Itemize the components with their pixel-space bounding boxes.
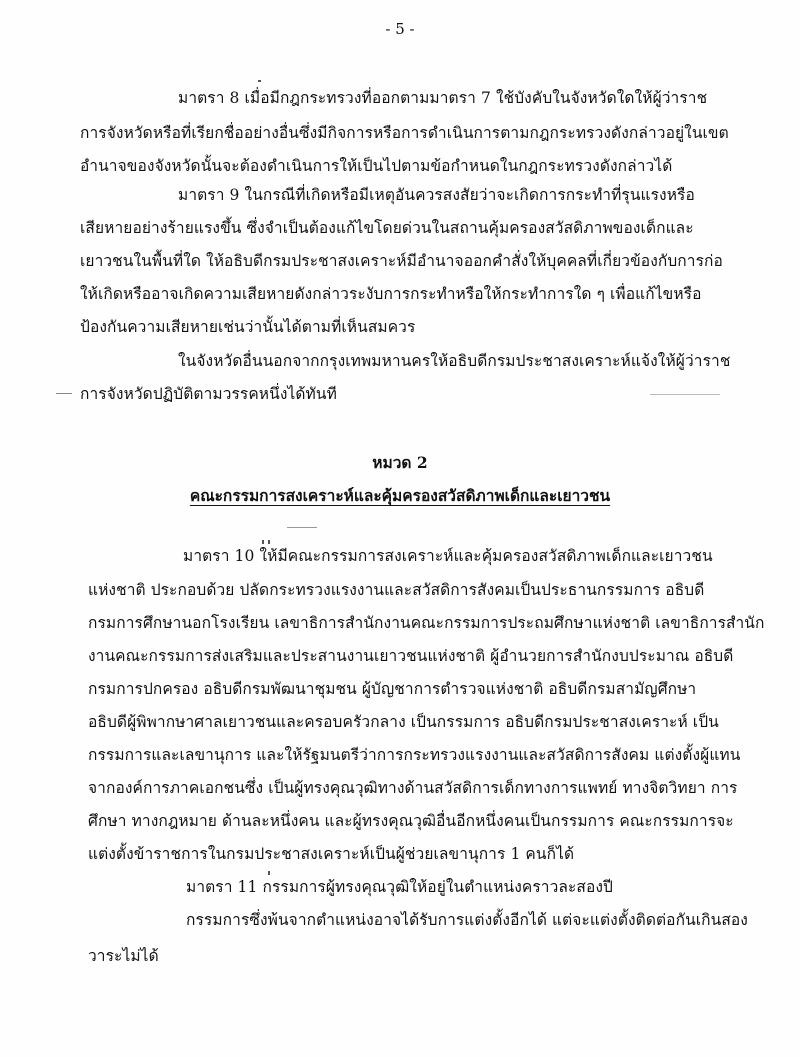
chapter-title [0, 483, 800, 508]
section-8-line-1: มาตรา 8 เมื่อมีกฎกระทรวงที่ออกตามมาตรา 7 ใช้บังคับในจังหวัดใดให้ผู้ว่าราช [178, 89, 708, 107]
section-9-line-1: มาตรา 9 ในกรณีที่เกิดหรือมีเหตุอันควรสงสัยว่าจะเกิดการกระทำที่รุนแรงหรือ [178, 186, 695, 204]
section-9-line-3: เยาวชนในพื้นที่ใด ให้อธิบดีกรมประชาสงเคราะห์มีอำนาจออกคำสั่งให้บุคคลที่เกี่ยวข้องกับการก่อ [80, 252, 723, 270]
section-10-line-3: กรมการศึกษานอกโรงเรียน เลขาธิการสำนักงานคณะกรรมการประถมศึกษาแห่งชาติ เลขาธิการสำนัก [88, 614, 765, 632]
section-10-line-4: งานคณะกรรมการส่งเสริมและประสานงานเยาวชนแห่งชาติ ผู้อำนวยการสำนักงบประมาณ อธิบดี [88, 647, 734, 665]
scan-mark [56, 393, 72, 394]
section-9-para2-line-1: ในจังหวัดอื่นนอกจากกรุงเทพมหานครให้อธิบดีกรมประชาสงเคราะห์แจ้งให้ผู้ว่าราช [178, 352, 731, 370]
section-10-line-2: แห่งชาติ ประกอบด้วย ปลัดกระทรวงแรงงานและสวัสดิการสังคมเป็นประธานกรรมการ อธิบดี [88, 581, 705, 599]
scan-mark [268, 540, 270, 544]
section-11-line-1: มาตรา 11 กรรมการผู้ทรงคุณวุฒิให้อยู่ในตำแหน่งคราวละสองปี [186, 878, 613, 896]
scan-mark [650, 394, 720, 395]
scan-mark [287, 527, 317, 528]
section-10-line-9: ศึกษา ทางกฎหมาย ด้านละหนึ่งคน และผู้ทรงคุณวุฒิอื่นอีกหนึ่งคนเป็นกรรมการ คณะกรรมการจะ [88, 812, 734, 830]
section-10-line-8: จากองค์การภาคเอกชนซึ่ง เป็นผู้ทรงคุณวุฒิทางด้านสวัสดิการเด็กทางการแพทย์ ทางจิตวิทยา การ [88, 779, 738, 797]
section-9-line-5: ป้องกันความเสียหายเช่นว่านั้นได้ตามที่เห็นสมควร [80, 318, 416, 336]
scan-mark [268, 871, 270, 875]
section-11-line-2: กรรมการซึ่งพ้นจากตำแหน่งอาจได้รับการแต่งตั้งอีกได้ แต่จะแต่งตั้งติดต่อกันเกินสอง [186, 911, 748, 929]
section-8-line-3: อำนาจของจังหวัดนั้นจะต้องดำเนินการให้เป็นไปตามข้อกำหนดในกฎกระทรวงดังกล่าวได้ [80, 157, 673, 175]
section-10-line-7: กรรมการและเลขานุการ และให้รัฐมนตรีว่าการกระทรวงแรงงานและสวัสดิการสังคม แต่งตั้งผู้แทน [88, 746, 741, 764]
section-9-line-2: เสียหายอย่างร้ายแรงขึ้น ซึ่งจำเป็นต้องแก้ไขโดยด่วนในสถานคุ้มครองสวัสดิภาพของเด็กและ [80, 219, 694, 237]
chapter-number: หมวด 2 [372, 453, 428, 472]
section-10-line-5: กรมการปกครอง อธิบดีกรมพัฒนาชุมชน ผู้บัญชาการตำรวจแห่งชาติ อธิบดีกรมสามัญศึกษา [88, 680, 697, 698]
section-10-line-1: มาตรา 10 ให้มีคณะกรรมการสงเคราะห์และคุ้มครองสวัสดิภาพเด็กและเยาวชน [183, 547, 713, 565]
chapter-title-text: คณะกรรมการสงเคราะห์และคุ้มครองสวัสดิภาพเด็กและเยาวชน [189, 486, 611, 505]
page-number: - 5 - [385, 20, 415, 38]
section-9-para2-line-2: การจังหวัดปฏิบัติตามวรรคหนึ่งได้ทันที [80, 385, 337, 403]
section-10-line-6: อธิบดีผู้พิพากษาศาลเยาวชนและครอบครัวกลาง เป็นกรรมการ อธิบดีกรมประชาสงเคราะห์ เป็น [88, 713, 719, 731]
section-11-line-3: วาระไม่ได้ [88, 947, 159, 965]
scan-mark [262, 540, 264, 544]
section-10-line-10: แต่งตั้งข้าราชการในกรมประชาสงเคราะห์เป็นผู้ช่วยเลขานุการ 1 คนก็ได้ [88, 845, 575, 863]
section-9-line-4: ให้เกิดหรืออาจเกิดความเสียหายดังกล่าวระงับการกระทำหรือให้กระทำการใด ๆ เพื่อแก้ไขหรือ [80, 285, 702, 303]
section-8-line-2: การจังหวัดหรือที่เรียกชื่ออย่างอื่นซึ่งมีกิจการหรือการดำเนินการตามกฎกระทรวงดังกล่าวอยู่ในเขต [80, 124, 729, 142]
scan-mark [258, 80, 261, 82]
